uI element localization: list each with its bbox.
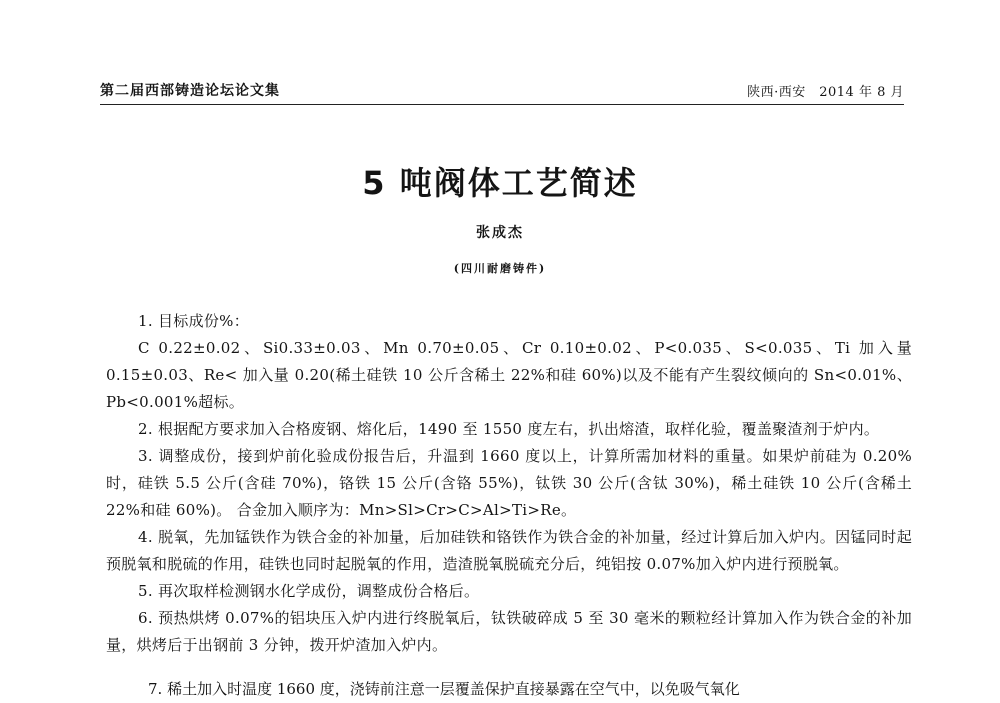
header-divider — [100, 104, 904, 105]
paragraph-step-3: 3. 调整成份，接到炉前化验成份报告后，升温到 1660 度以上，计算所需加材料的重量。如果炉前硅为 0.20%时，硅铁 5.5 公斤(含硅 70%)，铬铁 15 公斤(含铬 55%)，钛铁 30 公斤(含钛 30%)，稀土硅铁 10 公斤(含稀土 22%和硅 60%)。 合金加入顺序为：Mn>Sl>Cr>C>Al>Ti>Re。 — [106, 447, 912, 519]
paragraph-step-5: 5. 再次取样检测钢水化学成份，调整成份合格后。 — [138, 582, 480, 600]
journal-name: 第二届西部铸造论坛论文集 — [100, 83, 280, 99]
location-date: 陕西·西安 2014 年 8 月 — [747, 85, 904, 100]
running-header — [100, 74, 904, 100]
paragraph-target-composition: 1. 目标成份%： — [138, 312, 250, 330]
paragraph-step-2: 2. 根据配方要求加入合格废钢、熔化后，1490 至 1550 度左右，扒出熔渣，取样化验，覆盖聚渣剂于炉内。 — [138, 420, 880, 438]
paragraph-composition-values: C 0.22±0.02、Si0.33±0.03、Mn 0.70±0.05、Cr 0.10±0.02、P<0.035、S<0.035、Ti 加入量 0.15±0.03、Re< 加入量 0.20(稀土硅铁 10 公斤含稀土 22%和硅 60%)以及不能有产生裂纹倾向的 Sn<0.01%、Pb<0.001%超标。 — [106, 339, 912, 411]
paragraph-step-7-cut: 7. 稀土加入时温度 1660 度，浇铸前注意一层覆盖保护直接暴露在空气中，以免吸气氧化 — [148, 680, 740, 698]
paper-title: 5 吨阀体工艺简述 — [362, 164, 638, 202]
paragraph-step-4: 4. 脱氧，先加锰铁作为铁合金的补加量，后加硅铁和铬铁作为铁合金的补加量，经过计算后加入炉内。因锰同时起预脱氧和脱硫的作用，硅铁也同时起脱氧的作用，造渣脱氧脱硫充分后，纯铝按 0.07%加入炉内进行预脱氧。 — [106, 528, 912, 573]
author-affiliation: (四川耐磨铸件) — [453, 262, 547, 275]
paper-body — [106, 308, 912, 659]
author-name: 张成杰 — [476, 225, 524, 241]
paragraph-step-6: 6. 预热烘烤 0.07%的铝块压入炉内进行终脱氧后，钛铁破碎成 5 至 30 毫米的颗粒经计算加入作为铁合金的补加量，烘烤后于出钢前 3 分钟，拨开炉渣加入炉内。 — [106, 609, 912, 654]
